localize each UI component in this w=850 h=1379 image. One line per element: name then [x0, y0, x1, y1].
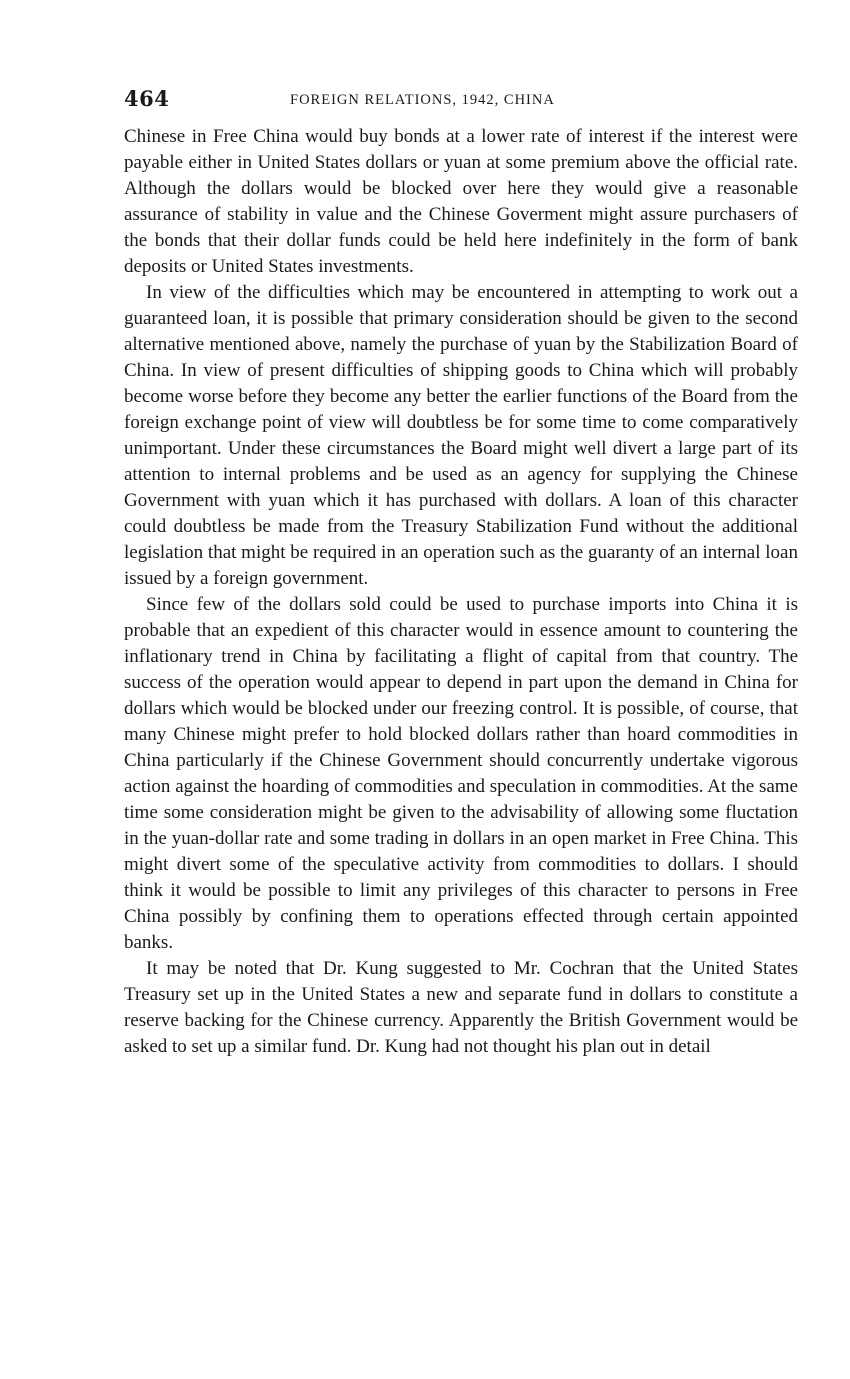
paragraph-3: Since few of the dollars sold could be used to purchase imports into China it is probable that an expedient of this character would in essence amount to countering the inflationary trend in China by facilitating a flight of capital from that country. The success of the operation would appear to depend in part upon the demand in China for dollars which would be blocked under our freezing control. It is possible, of course, that many Chinese might prefer to hold blocked dollars rather than hoard commodities in China particularly if the Chinese Government should concurrently undertake vigorous action against the hoarding of commodities and speculation in commodities. At the same time some consideration might be given to the advisability of allowing some fluctation in the yuan-dollar rate and some trading in dollars in an open market in Free China. This might divert some of the speculative activity from commodities to dollars. I should think it would be possible to limit any privileges of this character to persons in Free China possibly by confining them to operations effected through certain appointed banks. [124, 594, 798, 953]
running-header-title: FOREIGN RELATIONS, 1942, CHINA [290, 92, 555, 108]
page-number: 464 [124, 86, 170, 111]
paragraph-4: It may be noted that Dr. Kung suggested to Mr. Cochran that the United States Treasury set up in the United States a new and separate fund in dollars to constitute a reserve backing for the Chinese currency. Apparently the British Government would be asked to set up a similar fund. Dr. Kung had not thought his plan out in detail [124, 958, 798, 1057]
paragraph-2: In view of the difficulties which may be encountered in attempting to work out a guaranteed loan, it is possible that primary consideration should be given to the second alternative mentioned above, namely the purchase of yuan by the Stabilization Board of China. In view of present difficulties of shipping goods to China which will probably become worse before they become any better the earlier functions of the Board from the foreign exchange point of view will doubtless be for some time to come comparatively unimportant. Under these circumstances the Board might well divert a large part of its attention to internal problems and be used as an agency for supplying the Chinese Government with yuan which it has purchased with dollars. A loan of this character could doubtless be made from the Treasury Stabilization Fund without the additional legislation that might be required in an operation such as the guaranty of an internal loan issued by a foreign government. [124, 282, 798, 589]
running-header [124, 86, 798, 116]
document-page [124, 86, 798, 1060]
paragraph-1: Chinese in Free China would buy bonds at a lower rate of interest if the interest were payable either in United States dollars or yuan at some premium above the official rate. Although the dollars would be blocked over here they would give a reasonable assurance of stability in value and the Chinese Goverment might assure purchasers of the bonds that their dollar funds could be held here indefinitely in the form of bank deposits or United States investments. [124, 126, 798, 277]
body-text [124, 124, 798, 1060]
